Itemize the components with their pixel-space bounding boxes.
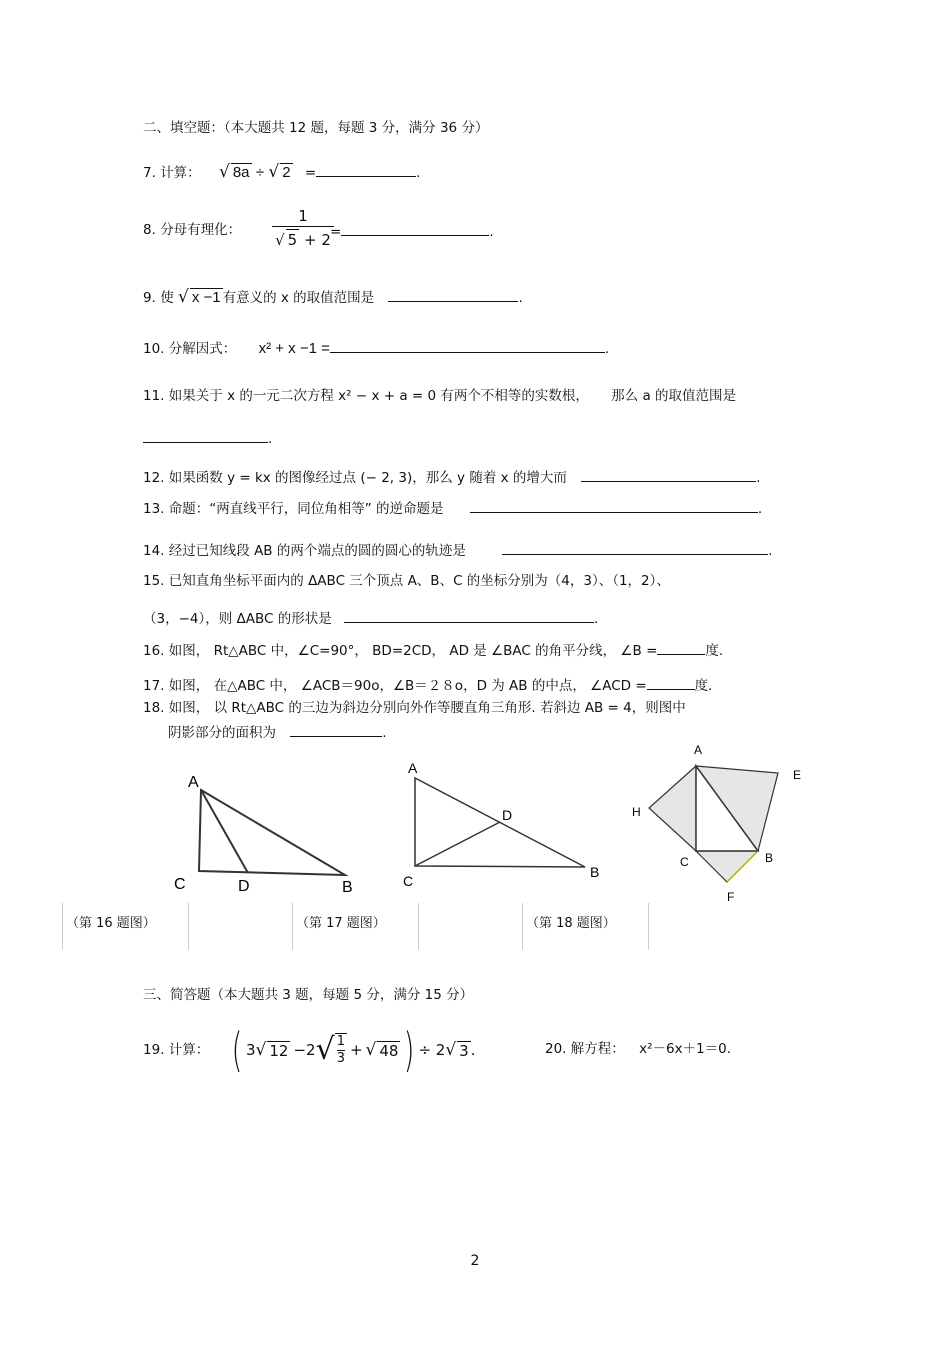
radical-sign: √ — [315, 1032, 335, 1067]
question-number: 8. — [143, 222, 156, 238]
figure-17-caption: （第 17 题图） — [296, 916, 386, 931]
radical-sign: √ — [445, 1040, 457, 1060]
vertex-label-c: C — [174, 876, 186, 893]
divisor: ÷ 2 — [418, 1041, 446, 1059]
question-18 — [143, 699, 686, 717]
plus-sign: + — [349, 1041, 363, 1059]
question-number: 12. — [143, 470, 165, 486]
answer-blank[interactable] — [647, 675, 695, 690]
question-number: 10. — [143, 341, 165, 357]
question-7: 7. 计算： √ 8a ÷ √ 2 = . — [143, 162, 421, 182]
radical-sign: √ — [268, 162, 280, 182]
question-11 — [143, 387, 736, 405]
figure-16 — [170, 765, 365, 897]
vertex-label-f: F — [727, 890, 735, 904]
fraction — [272, 206, 334, 250]
radicand: x −1 — [191, 289, 221, 306]
question-label: 解方程： — [570, 1041, 625, 1057]
question-13: 13. 命题：“两直线平行，同位角相等” 的逆命题是 . — [143, 498, 762, 518]
vertex-label-b: B — [590, 864, 600, 880]
fraction-denominator: 3 — [336, 1051, 345, 1066]
q8-answer: = . — [330, 221, 494, 241]
vertex-label-b: B — [765, 851, 774, 865]
q19-expression: ( 3 √ 12 −2 √ $\frac{1}{3}$ + √ 48 ) ÷ 2 √ 3 . — [231, 1023, 476, 1077]
answer-blank[interactable] — [341, 221, 489, 236]
answer-blank[interactable] — [330, 338, 605, 353]
question-text: 那么 a 的取值范围是 — [611, 388, 737, 404]
question-number: 9. — [143, 290, 156, 306]
fraction-numerator: 1 — [298, 207, 308, 225]
left-paren: ( — [231, 1023, 243, 1077]
question-label: 计算： — [160, 165, 201, 181]
radicand: 3 — [459, 1041, 469, 1060]
equals-sign: = — [330, 224, 342, 240]
question-number: 7. — [143, 165, 156, 181]
question-text: 如图， Rt△ABC 中，∠C=90°， BD=2CD， AD 是 ∠BAC 的角平分线， ∠B = — [168, 643, 658, 659]
answer-blank[interactable] — [657, 640, 705, 655]
question-text: 如果函数 y = kx 的图像经过点 (− 2, 3)，那么 y 随着 x 的增大而 — [168, 470, 567, 486]
question-number: 19. — [143, 1042, 165, 1058]
radicand: 48 — [379, 1041, 399, 1060]
question-text: 已知直角坐标平面内的 ΔABC 三个顶点 A、B、C 的坐标分别为（4，3）、（1，2）、 — [168, 573, 670, 589]
question-label: 计算： — [168, 1042, 210, 1058]
question-9: 9. 使 √ x −1 有意义的 x 的取值范围是 . — [143, 287, 523, 307]
division-sign: ÷ — [255, 164, 265, 181]
answer-blank[interactable] — [581, 467, 756, 482]
radical-sign: √ — [177, 287, 189, 307]
question-14: 14. 经过已知线段 AB 的两个端点的圆的圆心的轨迹是 . — [143, 540, 772, 560]
question-20 — [545, 1040, 731, 1058]
answer-blank[interactable] — [344, 608, 594, 623]
coefficient: 3 — [245, 1041, 256, 1059]
question-number: 16. — [143, 643, 165, 659]
vertex-label-a: A — [408, 760, 418, 776]
fraction — [335, 1033, 347, 1067]
figure-18 — [625, 740, 810, 905]
equals-sign: = — [304, 165, 317, 181]
radicand: 8a — [232, 164, 250, 181]
vertex-label-a: A — [694, 743, 703, 757]
question-text: 有意义的 x 的取值范围是 — [222, 290, 375, 306]
answer-blank[interactable] — [143, 428, 268, 443]
expression: x² + x −1 = — [258, 340, 330, 357]
question-15-cont: （3，−4），则 ΔABC 的形状是 . — [143, 608, 598, 628]
fraction-numerator: 1 — [336, 1034, 345, 1049]
question-text: 如图， 在△ABC 中， ∠ACB＝90o，∠B＝２８o，D 为 AB 的中点， ∠ACD = — [168, 678, 647, 694]
vertex-label-c: C — [680, 855, 689, 869]
figure-18-caption: （第 18 题图） — [526, 916, 616, 931]
question-text: 如图， 以 Rt△ABC 的三边为斜边分别向外作等腰直角三角形. 若斜边 AB = 4，则图中 — [168, 700, 686, 716]
right-paren: ) — [404, 1023, 415, 1077]
question-8 — [143, 221, 241, 239]
shaded-triangle-ach — [649, 766, 696, 851]
denominator-rest: + 2 — [304, 231, 331, 249]
question-17 — [143, 675, 712, 695]
q11-answer: . — [143, 428, 272, 448]
question-10: 10. 分解因式： x² + x −1 = . — [143, 340, 610, 357]
question-12: 12. 如果函数 y = kx 的图像经过点 (− 2, 3)，那么 y 随着 x 的增大而 . — [143, 467, 760, 487]
question-number: 20. — [545, 1041, 567, 1057]
vertex-label-c: C — [403, 873, 414, 889]
coefficient: −2 — [293, 1041, 316, 1059]
question-text: （3，−4），则 ΔABC 的形状是 — [143, 611, 332, 627]
radical-sign: √ — [218, 162, 230, 182]
radicand: 12 — [269, 1041, 289, 1060]
section-title: 二、填空题：（本大题共 12 题，每题 3 分，满分 36 分） — [143, 120, 489, 136]
question-text: 经过已知线段 AB 的两个端点的圆的圆心的轨迹是 — [168, 543, 466, 559]
figure-16-caption: （第 16 题图） — [66, 916, 156, 931]
question-label: 分解因式： — [168, 341, 237, 357]
page-number: 2 — [470, 1253, 480, 1269]
vertex-label-b: B — [342, 879, 353, 896]
shaded-triangle-bcf — [696, 851, 758, 882]
figure-17 — [395, 755, 610, 890]
radicand: 5 — [287, 231, 298, 249]
vertex-label-d: D — [238, 878, 250, 895]
question-number: 17. — [143, 678, 165, 694]
question-number: 14. — [143, 543, 165, 559]
question-label: 分母有理化： — [160, 222, 242, 238]
fraction-denominator: √ 5 + 2 — [272, 226, 334, 250]
vertex-label-d: D — [502, 807, 513, 823]
vertex-label-a: A — [188, 774, 199, 791]
question-text: 命题：“两直线平行，同位角相等” 的逆命题是 — [168, 501, 444, 517]
radicand: 2 — [282, 164, 291, 181]
question-text: 如果关于 x 的一元二次方程 x² − x + a = 0 有两个不相等的实数根， — [168, 388, 589, 404]
radical-sign: √ — [365, 1040, 377, 1060]
answer-blank[interactable] — [388, 287, 518, 302]
question-number: 15. — [143, 573, 165, 589]
radical-sign: √ — [255, 1040, 267, 1060]
question-text: 阴影部分的面积为 — [168, 725, 276, 741]
unit-label: 度. — [694, 678, 713, 694]
question-18-cont: 阴影部分的面积为 . — [168, 722, 387, 742]
answer-blank[interactable] — [502, 540, 768, 555]
answer-blank[interactable] — [316, 162, 416, 177]
section-title: 三、简答题（本大题共 3 题，每题 5 分，满分 15 分） — [143, 987, 474, 1003]
unit-label: 度. — [705, 643, 724, 659]
question-16 — [143, 640, 723, 660]
question-text: 使 — [160, 290, 174, 306]
question-number: 13. — [143, 501, 165, 517]
equation: x²－6x＋1＝0. — [639, 1041, 732, 1057]
question-number: 11. — [143, 388, 165, 404]
answer-blank[interactable] — [290, 722, 382, 737]
question-19 — [143, 1041, 209, 1059]
question-15 — [143, 572, 670, 590]
answer-blank[interactable] — [470, 498, 758, 513]
question-number: 18. — [143, 700, 165, 716]
vertex-label-h: H — [632, 805, 641, 819]
vertex-label-e: E — [793, 768, 802, 782]
